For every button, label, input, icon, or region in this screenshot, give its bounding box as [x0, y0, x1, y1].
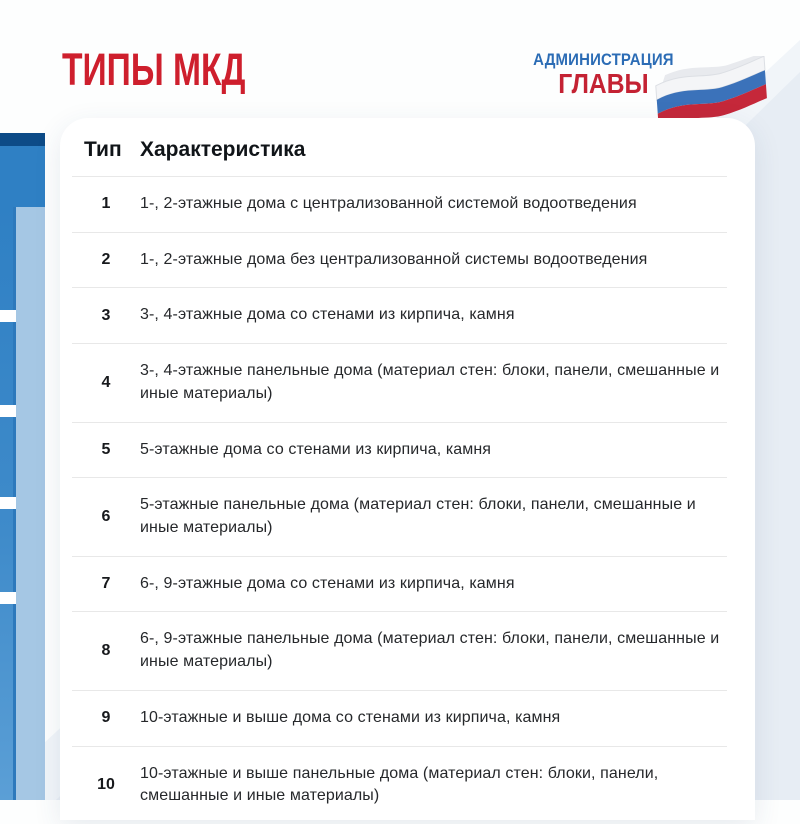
- row-characteristic: 3-, 4-этажные дома со стенами из кирпича, камня: [140, 306, 515, 324]
- building-light-column: [16, 207, 45, 800]
- russian-flag-icon: [652, 56, 770, 118]
- table-row: [72, 477, 727, 555]
- building-floor-gap: [0, 592, 16, 604]
- row-characteristic: 6-, 9-этажные панельные дома (материал стен: блоки, панели, смешанные и иные материалы): [140, 630, 720, 671]
- building-floor-gap: [0, 405, 16, 417]
- building-roof-bar: [0, 133, 45, 146]
- header-type: Тип: [84, 138, 122, 161]
- table-row: [72, 176, 727, 232]
- building-decoration: [0, 133, 45, 800]
- row-type-number: 6: [101, 508, 111, 526]
- row-type-number: 4: [101, 373, 111, 391]
- header-characteristic: Характеристика: [140, 138, 306, 161]
- building-top-block: [0, 146, 45, 207]
- row-characteristic: 6-, 9-этажные дома со стенами из кирпича, камня: [140, 574, 515, 592]
- row-type-number: 10: [97, 776, 115, 794]
- row-characteristic: 10-этажные и выше панельные дома (материал стен: блоки, панели, смешанные и иные материалы): [140, 764, 659, 805]
- row-characteristic: 5-этажные панельные дома (материал стен: блоки, панели, смешанные и иные материалы): [140, 496, 696, 537]
- logo-text-administration: АДМИНИСТРАЦИЯ: [533, 50, 674, 69]
- row-type-number: 2: [101, 251, 111, 269]
- types-table-card: [60, 118, 755, 820]
- page-title: ТИПЫ МКД: [62, 44, 246, 95]
- row-characteristic: 5-этажные дома со стенами из кирпича, камня: [140, 440, 492, 458]
- table-header-row: [72, 118, 727, 176]
- building-floor-gap: [0, 497, 16, 509]
- administration-logo: [533, 50, 762, 110]
- table-row: [72, 422, 727, 478]
- row-characteristic: 3-, 4-этажные панельные дома (материал стен: блоки, панели, смешанные и иные материалы): [140, 362, 720, 402]
- row-type-number: 5: [101, 440, 111, 458]
- table-row: [72, 746, 727, 824]
- row-type-number: 8: [101, 642, 111, 660]
- row-type-number: 7: [101, 575, 111, 593]
- row-type-number: 1: [101, 195, 111, 213]
- row-characteristic: 10-этажные и выше дома со стенами из кирпича, камня: [140, 708, 561, 726]
- table-row: [72, 343, 727, 421]
- row-type-number: 3: [101, 306, 111, 324]
- table-row: [72, 556, 727, 612]
- table-row: [72, 287, 727, 343]
- table-row: [72, 611, 727, 689]
- row-characteristic: 1-, 2-этажные дома с централизованной системой водоотведения: [140, 195, 637, 212]
- row-type-number: 9: [101, 709, 111, 727]
- building-floor-gap: [0, 310, 16, 322]
- table-row: [72, 690, 727, 746]
- table-row: [72, 232, 727, 288]
- logo-text-glavy: ГЛАВЫ: [558, 68, 649, 99]
- row-characteristic: 1-, 2-этажные дома без централизованной системы водоотведения: [140, 250, 648, 268]
